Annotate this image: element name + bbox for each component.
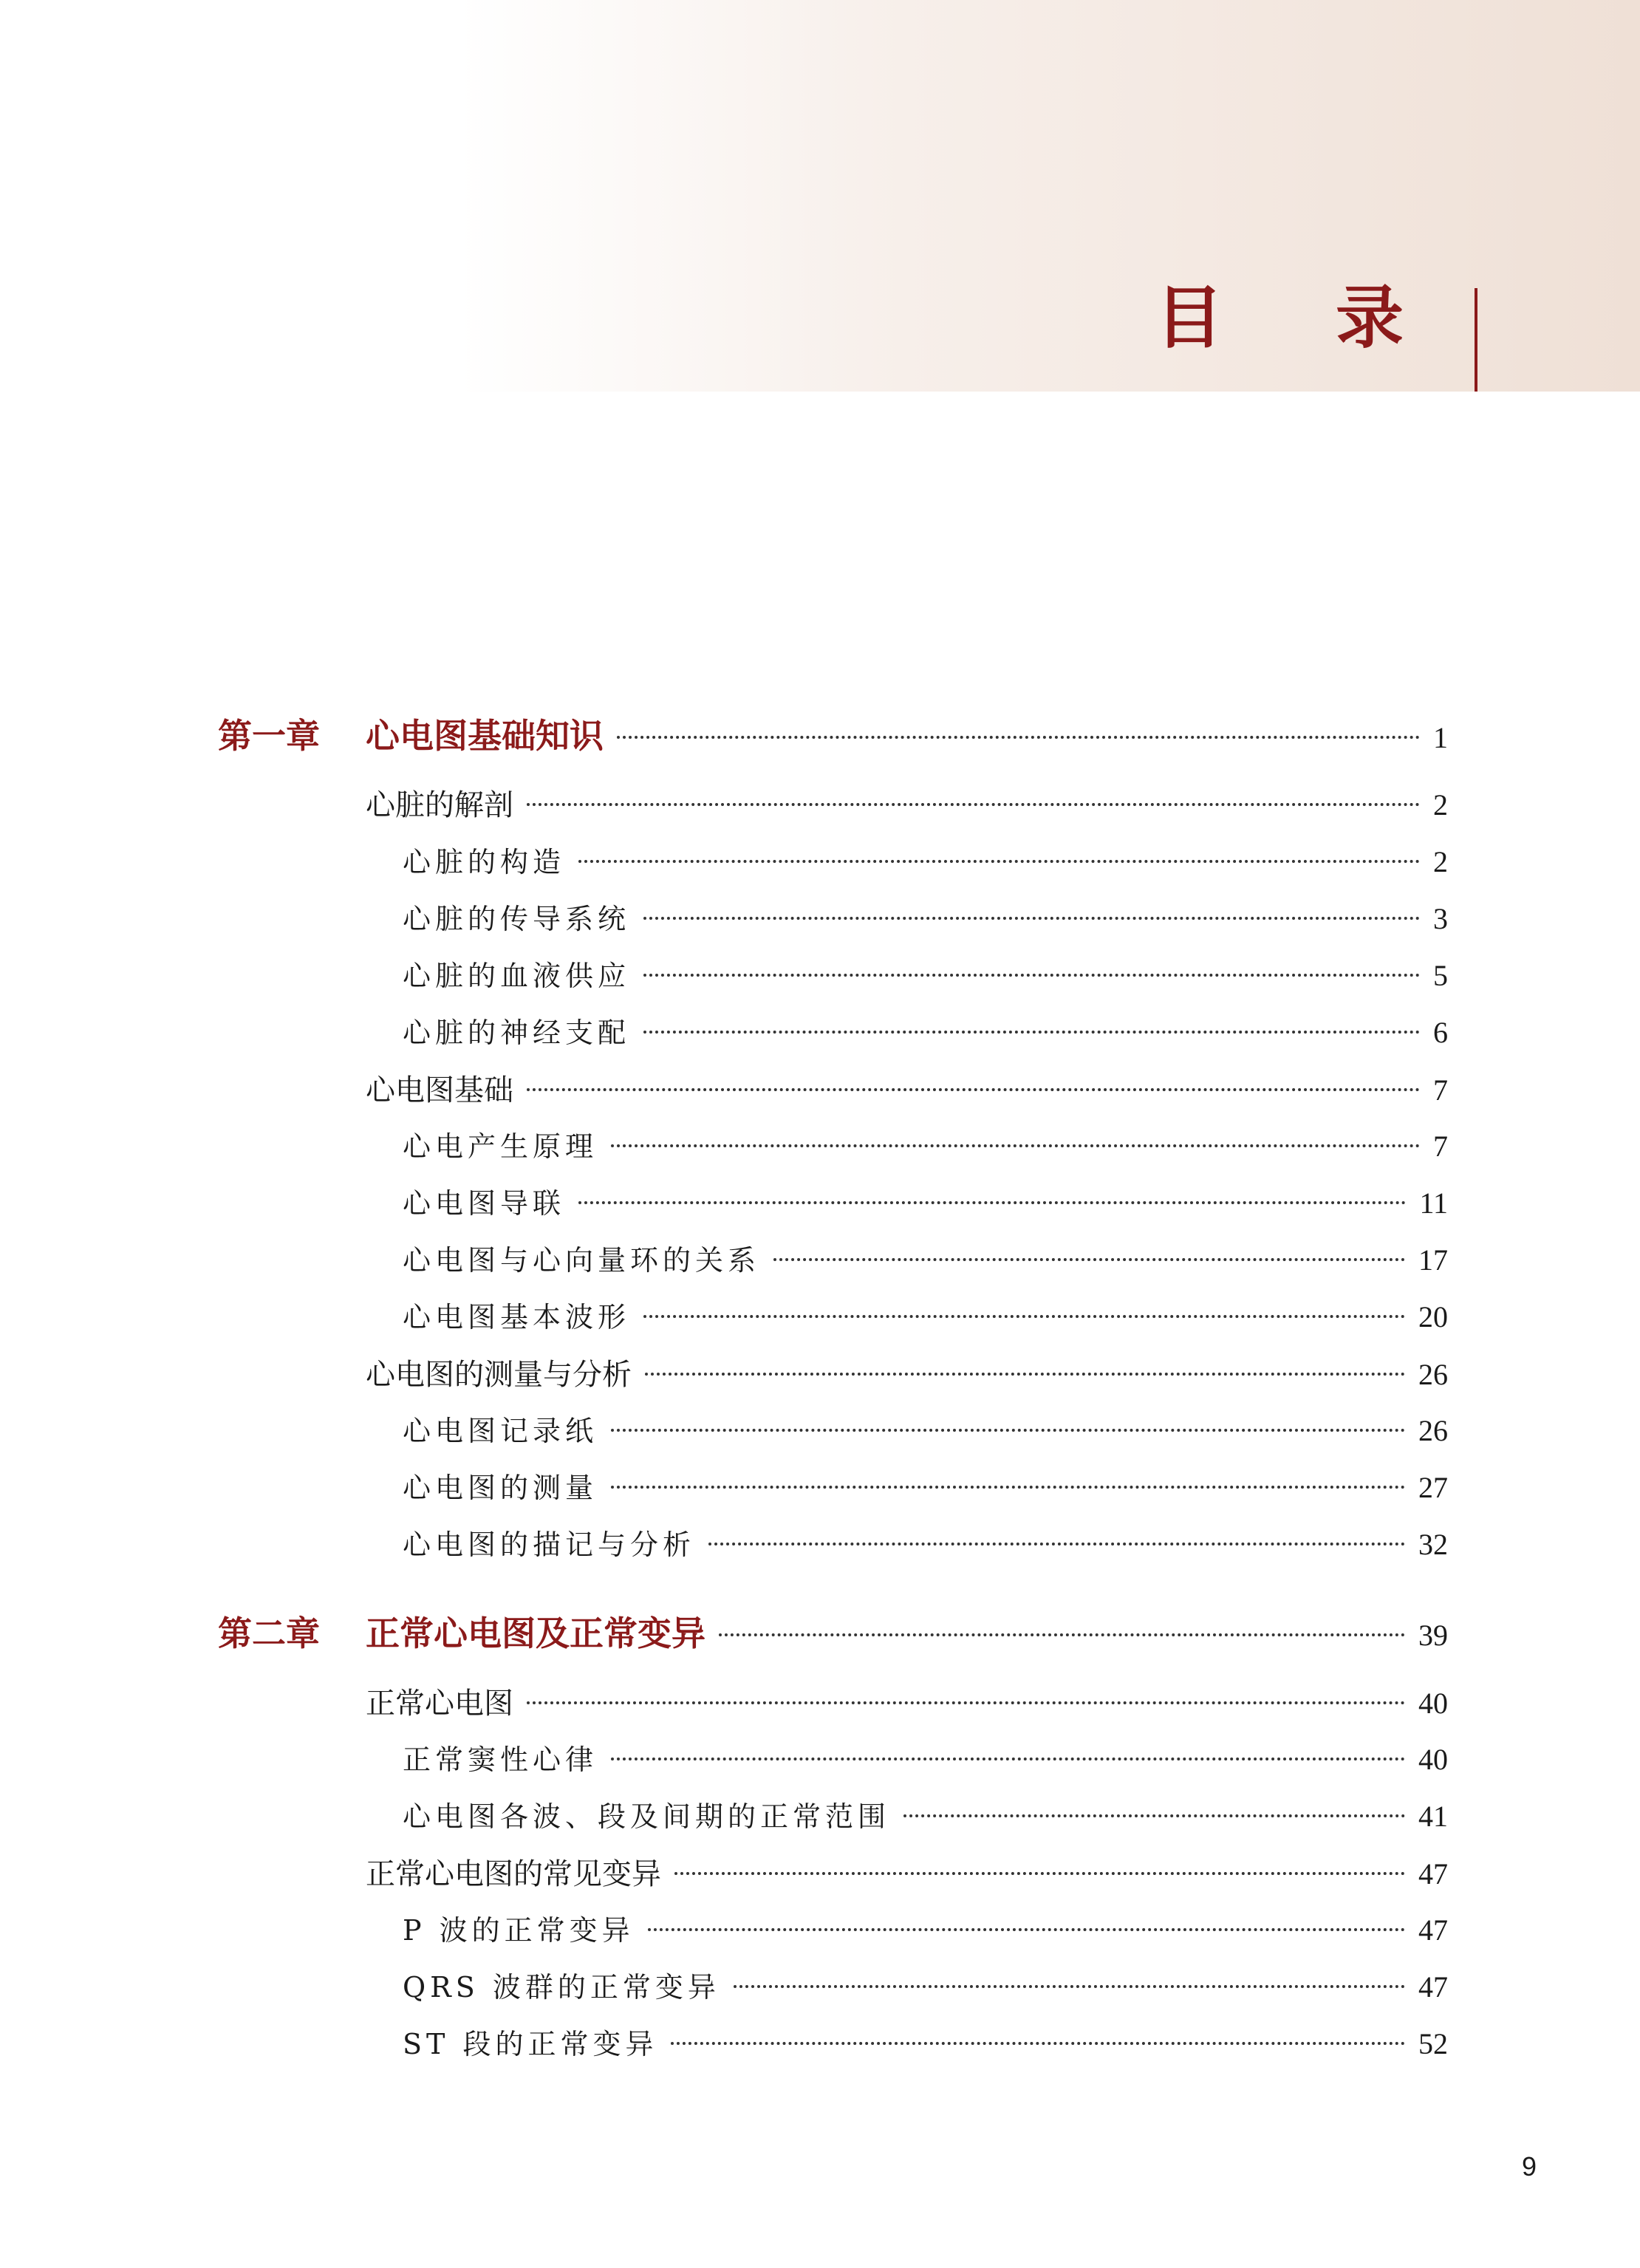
- toc-subsection[interactable]: [403, 1010, 1448, 1062]
- subsection-title: 心电图的描记与分析: [403, 1528, 696, 1561]
- page-ref: 5: [1433, 959, 1448, 992]
- section-title: 正常心电图: [366, 1687, 513, 1721]
- page-ref: 41: [1418, 1800, 1448, 1833]
- dot-leader: [527, 1088, 1420, 1091]
- dot-leader: [578, 860, 1420, 863]
- page-ref: 2: [1433, 845, 1448, 878]
- toc-subsection[interactable]: [403, 1408, 1448, 1460]
- subsection-title: 正常窦性心律: [403, 1743, 598, 1776]
- subsection-title: 心电图各波、段及间期的正常范围: [403, 1800, 891, 1833]
- page-ref: 2: [1433, 788, 1448, 822]
- page-ref: 47: [1418, 1913, 1448, 1947]
- toc-subsection[interactable]: [403, 839, 1448, 891]
- title-rule: [1475, 288, 1477, 392]
- page-ref: 6: [1433, 1016, 1448, 1049]
- page-ref: 3: [1433, 902, 1448, 935]
- page-ref: 1: [1433, 721, 1448, 754]
- subsection-title: 心电产生原理: [403, 1130, 598, 1163]
- dot-leader: [773, 1258, 1405, 1261]
- page-ref: 52: [1418, 2027, 1448, 2060]
- toc-section[interactable]: [366, 1351, 1448, 1403]
- dot-leader: [611, 1758, 1405, 1760]
- page-ref: 40: [1418, 1743, 1448, 1776]
- chapter-title: 心电图基础知识: [366, 716, 604, 756]
- subsection-title: 心电图的测量: [403, 1472, 598, 1504]
- subsection-title: 心电图导联: [403, 1187, 566, 1220]
- chapter-number: 第二章: [218, 1613, 320, 1653]
- toc-chapter-1[interactable]: [218, 709, 1448, 761]
- toc-subsection[interactable]: [403, 1465, 1448, 1517]
- dot-leader: [719, 1633, 1405, 1636]
- dot-leader: [674, 1872, 1405, 1875]
- toc-subsection[interactable]: [403, 896, 1448, 948]
- page-ref: 47: [1418, 1857, 1448, 1890]
- subsection-title: 心脏的血液供应: [403, 960, 631, 992]
- subsection-title: 心电图记录纸: [403, 1415, 598, 1447]
- dot-leader: [611, 1144, 1420, 1147]
- subsection-title: QRS 波群的正常变异: [403, 1971, 720, 2004]
- toc-subsection[interactable]: [403, 1124, 1448, 1175]
- page-ref: 26: [1418, 1414, 1448, 1447]
- subsection-title: 心电图与心向量环的关系: [403, 1244, 761, 1277]
- page-number: 9: [1522, 2151, 1537, 2182]
- page-ref: 26: [1418, 1358, 1448, 1391]
- toc-subsection[interactable]: [403, 1907, 1448, 1959]
- dot-leader: [643, 917, 1420, 920]
- toc-subsection[interactable]: [403, 1181, 1448, 1232]
- toc-subsection[interactable]: [403, 1522, 1448, 1574]
- page-ref: 20: [1418, 1300, 1448, 1333]
- section-title: 心电图的测量与分析: [366, 1358, 632, 1392]
- dot-leader: [643, 1315, 1405, 1318]
- subsection-title: 心脏的构造: [403, 846, 566, 878]
- subsection-title: ST 段的正常变异: [403, 2028, 658, 2060]
- section-title: 心脏的解剖: [366, 788, 513, 822]
- page-ref: 11: [1419, 1186, 1448, 1220]
- toc-subsection[interactable]: [403, 2021, 1448, 2073]
- dot-leader: [578, 1201, 1406, 1204]
- subsection-title: 心脏的传导系统: [403, 903, 631, 935]
- toc-subsection[interactable]: [403, 953, 1448, 1005]
- subsection-title: 心脏的神经支配: [403, 1017, 631, 1049]
- dot-leader: [643, 974, 1420, 977]
- page-ref: 32: [1418, 1528, 1448, 1561]
- dot-leader: [643, 1031, 1420, 1034]
- dot-leader: [611, 1486, 1405, 1489]
- dot-leader: [671, 2042, 1405, 2045]
- toc-section[interactable]: [366, 1851, 1448, 1902]
- dot-leader: [708, 1543, 1405, 1545]
- toc-subsection[interactable]: [403, 1237, 1448, 1289]
- subsection-title: 心电图基本波形: [403, 1301, 631, 1333]
- toc-section[interactable]: [366, 1067, 1448, 1118]
- dot-leader: [527, 1701, 1405, 1704]
- page-ref: 7: [1433, 1130, 1448, 1163]
- dot-leader: [648, 1928, 1405, 1931]
- toc-chapter-2[interactable]: [218, 1607, 1448, 1659]
- page-ref: 40: [1418, 1687, 1448, 1720]
- toc-subsection[interactable]: [403, 1737, 1448, 1789]
- chapter-number: 第一章: [218, 716, 320, 756]
- toc-subsection[interactable]: [403, 1964, 1448, 2016]
- section-title: 心电图基础: [366, 1073, 513, 1107]
- dot-leader: [903, 1814, 1405, 1817]
- page-ref: 17: [1418, 1243, 1448, 1277]
- toc-subsection[interactable]: [403, 1794, 1448, 1845]
- page-ref: 47: [1418, 1970, 1448, 2004]
- section-title: 正常心电图的常见变异: [366, 1857, 661, 1891]
- dot-leader: [645, 1373, 1405, 1376]
- toc-subsection[interactable]: [403, 1294, 1448, 1346]
- toc-section[interactable]: [366, 782, 1448, 833]
- dot-leader: [611, 1429, 1405, 1432]
- page-title: 目 录: [1155, 279, 1448, 358]
- chapter-title: 正常心电图及正常变异: [366, 1613, 705, 1653]
- dot-leader: [527, 803, 1420, 806]
- dot-leader: [617, 736, 1420, 739]
- toc-section[interactable]: [366, 1680, 1448, 1732]
- dot-leader: [734, 1985, 1405, 1988]
- page-ref: 39: [1418, 1619, 1448, 1652]
- page-ref: 7: [1433, 1073, 1448, 1107]
- subsection-title: P 波的正常变异: [403, 1914, 635, 1947]
- page-ref: 27: [1418, 1471, 1448, 1504]
